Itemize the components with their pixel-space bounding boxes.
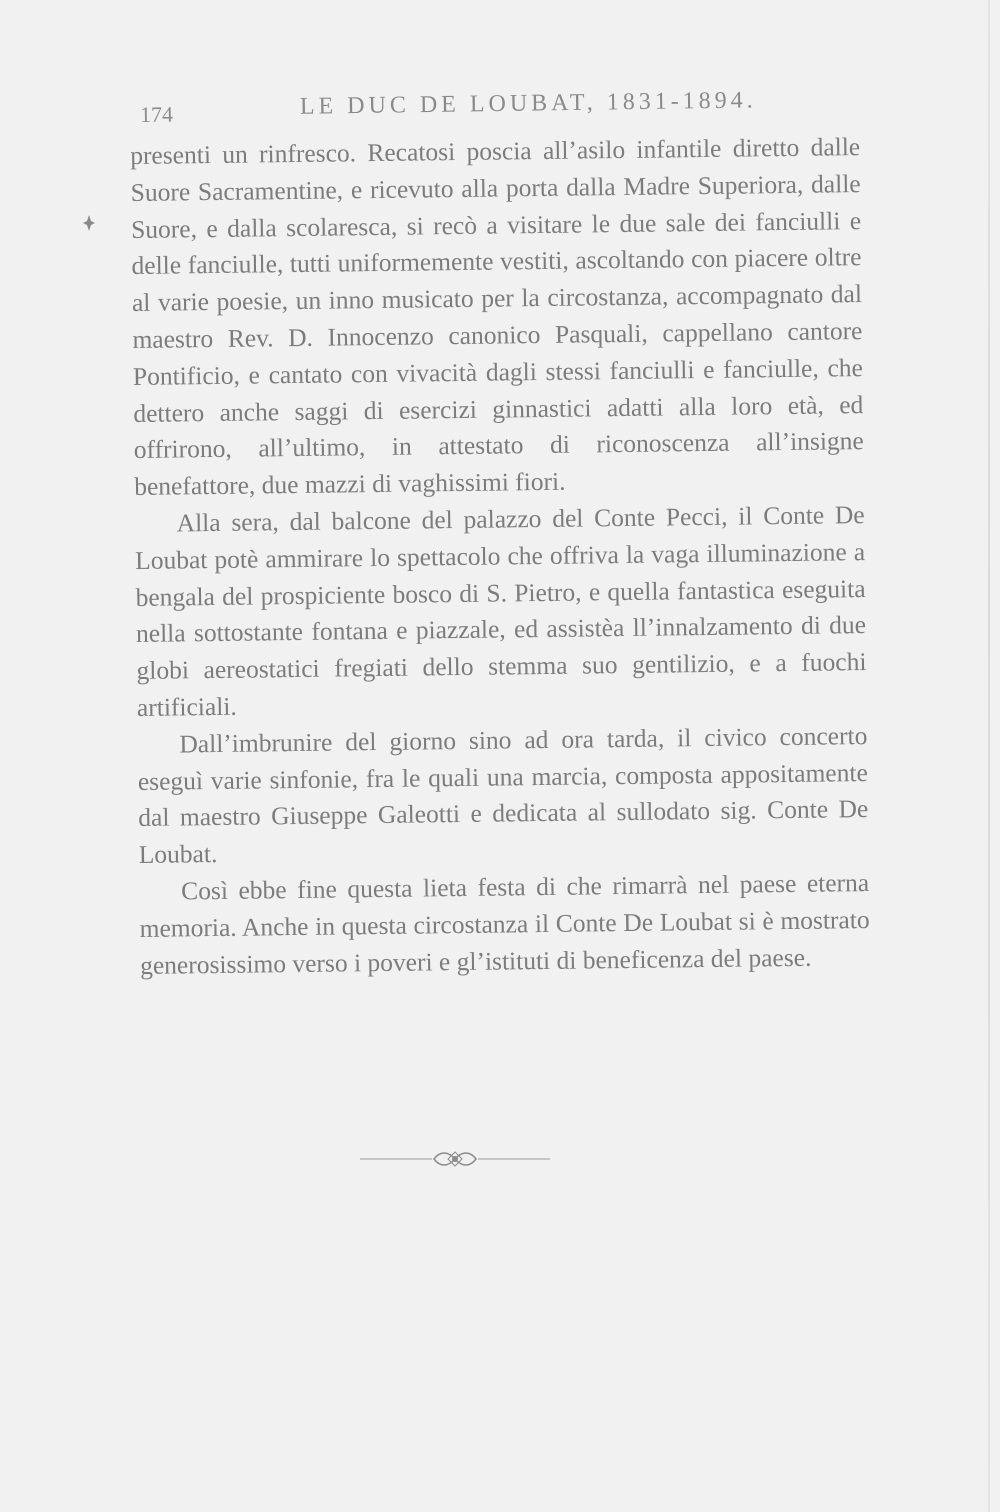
paragraph-2: Alla sera, dal balcone del palazzo del Conte Pecci, il Conte De Loubat potè ammirare lo spettacolo che offriva la vaga illuminazione a bengala del prospiciente bosco di S. Pietro, e quella fantastica eseguita nella sottostante fontana e piazzale, ed assistèa ll’innalzamento di due globi aereostatici fregiati dello stemma suo gentilizio, e a fuochi artificiali. xyxy=(134,500,867,722)
body-text xyxy=(130,129,870,984)
paragraph-4: Così ebbe fine questa lieta festa di che rimarrà nel paese eterna memoria. Anche in questa circostanza il Conte De Loubat si è mostrato generosissimo verso i poveri e gl’istituti di beneficenza del paese. xyxy=(139,867,870,980)
page-number: 174 xyxy=(139,101,174,127)
paragraph-1: presenti un rinfresco. Recatosi poscia all’asilo infantile diretto dalle Suore Sacramentine, e ricevuto alla porta dalla Madre Superiora, dalle Suore, e dalla scolaresca, si recò a visitare le due sale dei fanciulli e delle fanciulle, tutti uniformemente vestiti, ascoltando con piacere oltre al varie poesie, un inno musicato per la circostanza, accompagnato dal maestro Rev. D. Innocenzo canonico Pasquali, cappellano cantore Pontificio, e cantato con vivacità dagli stessi fanciulli e fanciulle, che dettero anche saggi di esercizi ginnastici adatti alla loro età, ed offrirono, all’ultimo, in attestato di riconoscenza all’insigne benefattore, due mazzi di vaghissimi fiori. xyxy=(130,132,864,502)
running-head xyxy=(139,87,757,136)
page-edge-shadow xyxy=(988,0,990,1512)
fleuron-icon xyxy=(360,1148,550,1170)
paragraph-3: Dall’imbrunire del giorno sino ad ora tarda, il civico concerto eseguì varie sinfonie, fra le quali una marcia, composta appositamente dal maestro Giuseppe Galeotti e dedicata al sullodato sig. Conte De Loubat. xyxy=(137,720,869,870)
ink-blot-mark xyxy=(82,214,96,232)
running-title: LE DUC DE LOUBAT, 1831-1894. xyxy=(299,87,757,120)
